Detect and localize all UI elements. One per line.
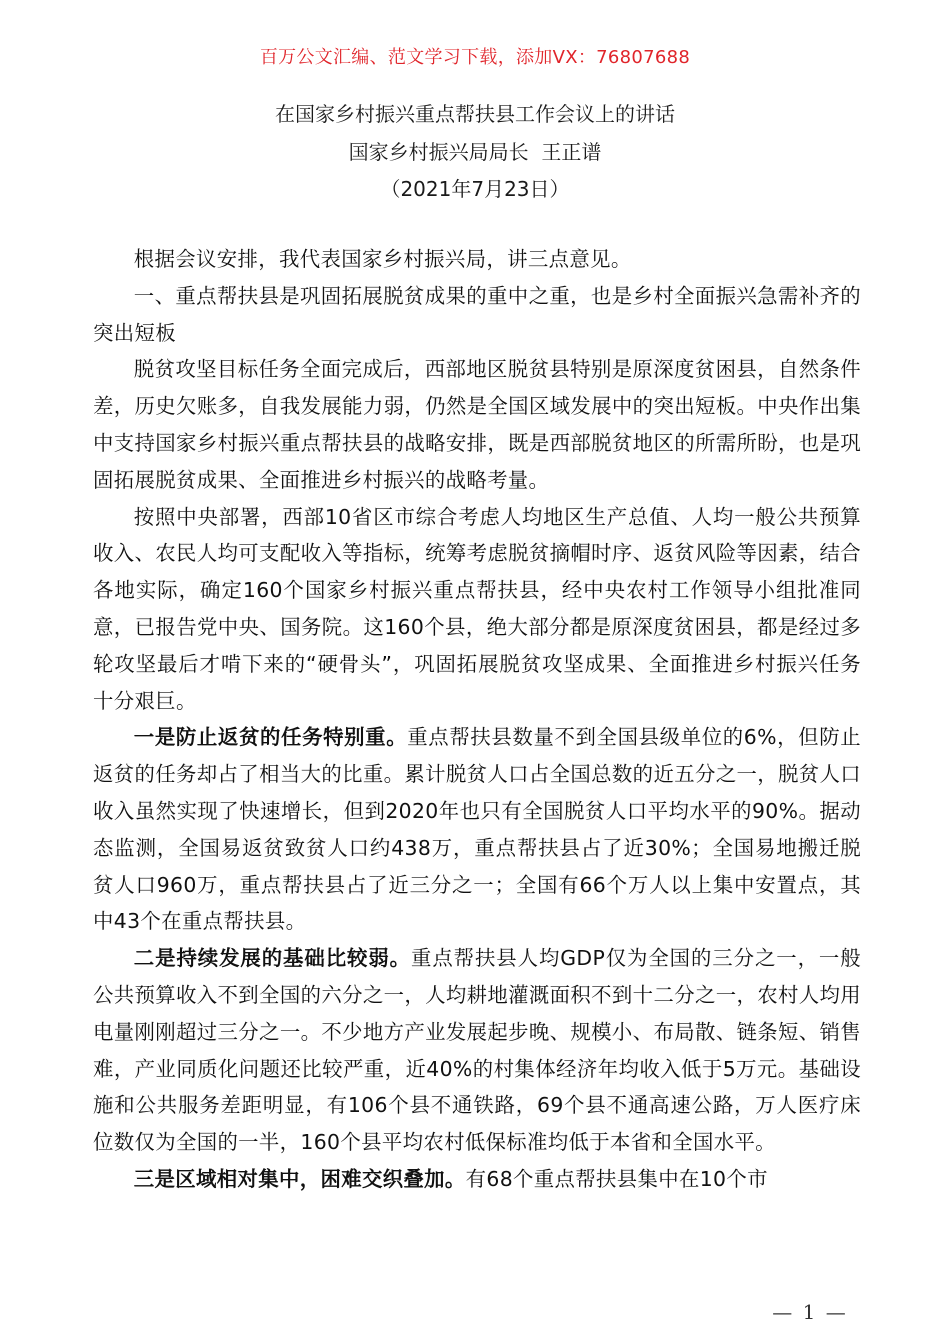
paragraph-text: 一、重点帮扶县是巩固拓展脱贫成果的重中之重，也是乡村全面振兴急需补齐的突出短板 [93, 283, 861, 345]
paragraph-text: 按照中央部署，西部10省区市综合考虑人均地区生产总值、人均一般公共预算收入、农民人均可支配收入等指标，统筹考虑脱贫摘帽时序、返贫风险等因素，结合各地实际，确定160个国家乡村振兴重点帮扶县，经中央农村工作领导小组批准同意，已报告党中央、国务院。这160个县，绝大部分都是原深度贫困县，都是经过多轮攻坚最后才啃下来的“硬骨头”，巩固拓展脱贫攻坚成果、全面推进乡村振兴任务十分艰巨。 [93, 504, 861, 713]
paragraph-text: 根据会议安排，我代表国家乡村振兴局，讲三点意见。 [133, 247, 632, 271]
document-title: 在国家乡村振兴重点帮扶县工作会议上的讲话 [275, 102, 675, 126]
paragraph-text: 重点帮扶县数量不到全国县级单位的6%，但防止返贫的任务却占了相当大的比重。累计脱贫人口占全国总数的近五分之一，脱贫人口收入虽然实现了快速增长，但到2020年也只有全国脱贫人口平均水平的90%。据动态监测，全国易返贫致贫人口约438万，重点帮扶县占了近30%；全国易地搬迁脱贫人口960万，重点帮扶县占了近三分之一；全国有66个万人以上集中安置点，其中43个在重点帮扶县。 [93, 725, 861, 934]
page-number: — 1 — [772, 1300, 848, 1324]
document-header [0, 96, 950, 209]
paragraph-lead: 三是区域相对集中，困难交织叠加。 [133, 1166, 466, 1191]
paragraph-intro [93, 241, 861, 278]
watermark-banner: 百万公文汇编、范文学习下载，添加VX：76807688 [259, 47, 691, 68]
speech-date: （2021年7月23日） [380, 177, 570, 201]
paragraph-text: 脱贫攻坚目标任务全面完成后，西部地区脱贫县特别是原深度贫困县，自然条件差，历史欠账多，自我发展能力弱，仍然是全国区域发展中的突出短板。中央作出集中支持国家乡村振兴重点帮扶县的战略安排，既是西部脱贫地区的所需所盼，也是巩固拓展脱贫成果、全面推进乡村振兴的战略考量。 [93, 357, 861, 492]
paragraph-lead: 一是防止返贫的任务特别重。 [133, 725, 408, 750]
paragraph-point-1 [93, 719, 861, 940]
paragraph-point-3 [93, 1161, 861, 1198]
speaker-line: 国家乡村振兴局局长 王正谱 [348, 139, 602, 164]
paragraph-text: 有68个重点帮扶县集中在10个市 [465, 1166, 768, 1191]
paragraph-text: 重点帮扶县人均GDP仅为全国的三分之一，一般公共预算收入不到全国的六分之一，人均耕地灌溉面积不到十二分之一，农村人均用电量刚刚超过三分之一。不少地方产业发展起步晚、规模小、布局散、链条短、销售难，产业同质化问题还比较严重，近40%的村集体经济年均收入低于5万元。基础设施和公共服务差距明显，有106个县不通铁路，69个县不通高速公路，万人医疗床位数仅为全国的一半，160个县平均农村低保标准均低于本省和全国水平。 [93, 946, 861, 1155]
paragraph-lead: 二是持续发展的基础比较弱。 [133, 946, 411, 971]
paragraph-point-2 [93, 940, 861, 1161]
paragraph [93, 351, 861, 498]
paragraph [93, 499, 861, 720]
section-heading-1 [93, 278, 861, 352]
document-body [93, 241, 861, 1198]
